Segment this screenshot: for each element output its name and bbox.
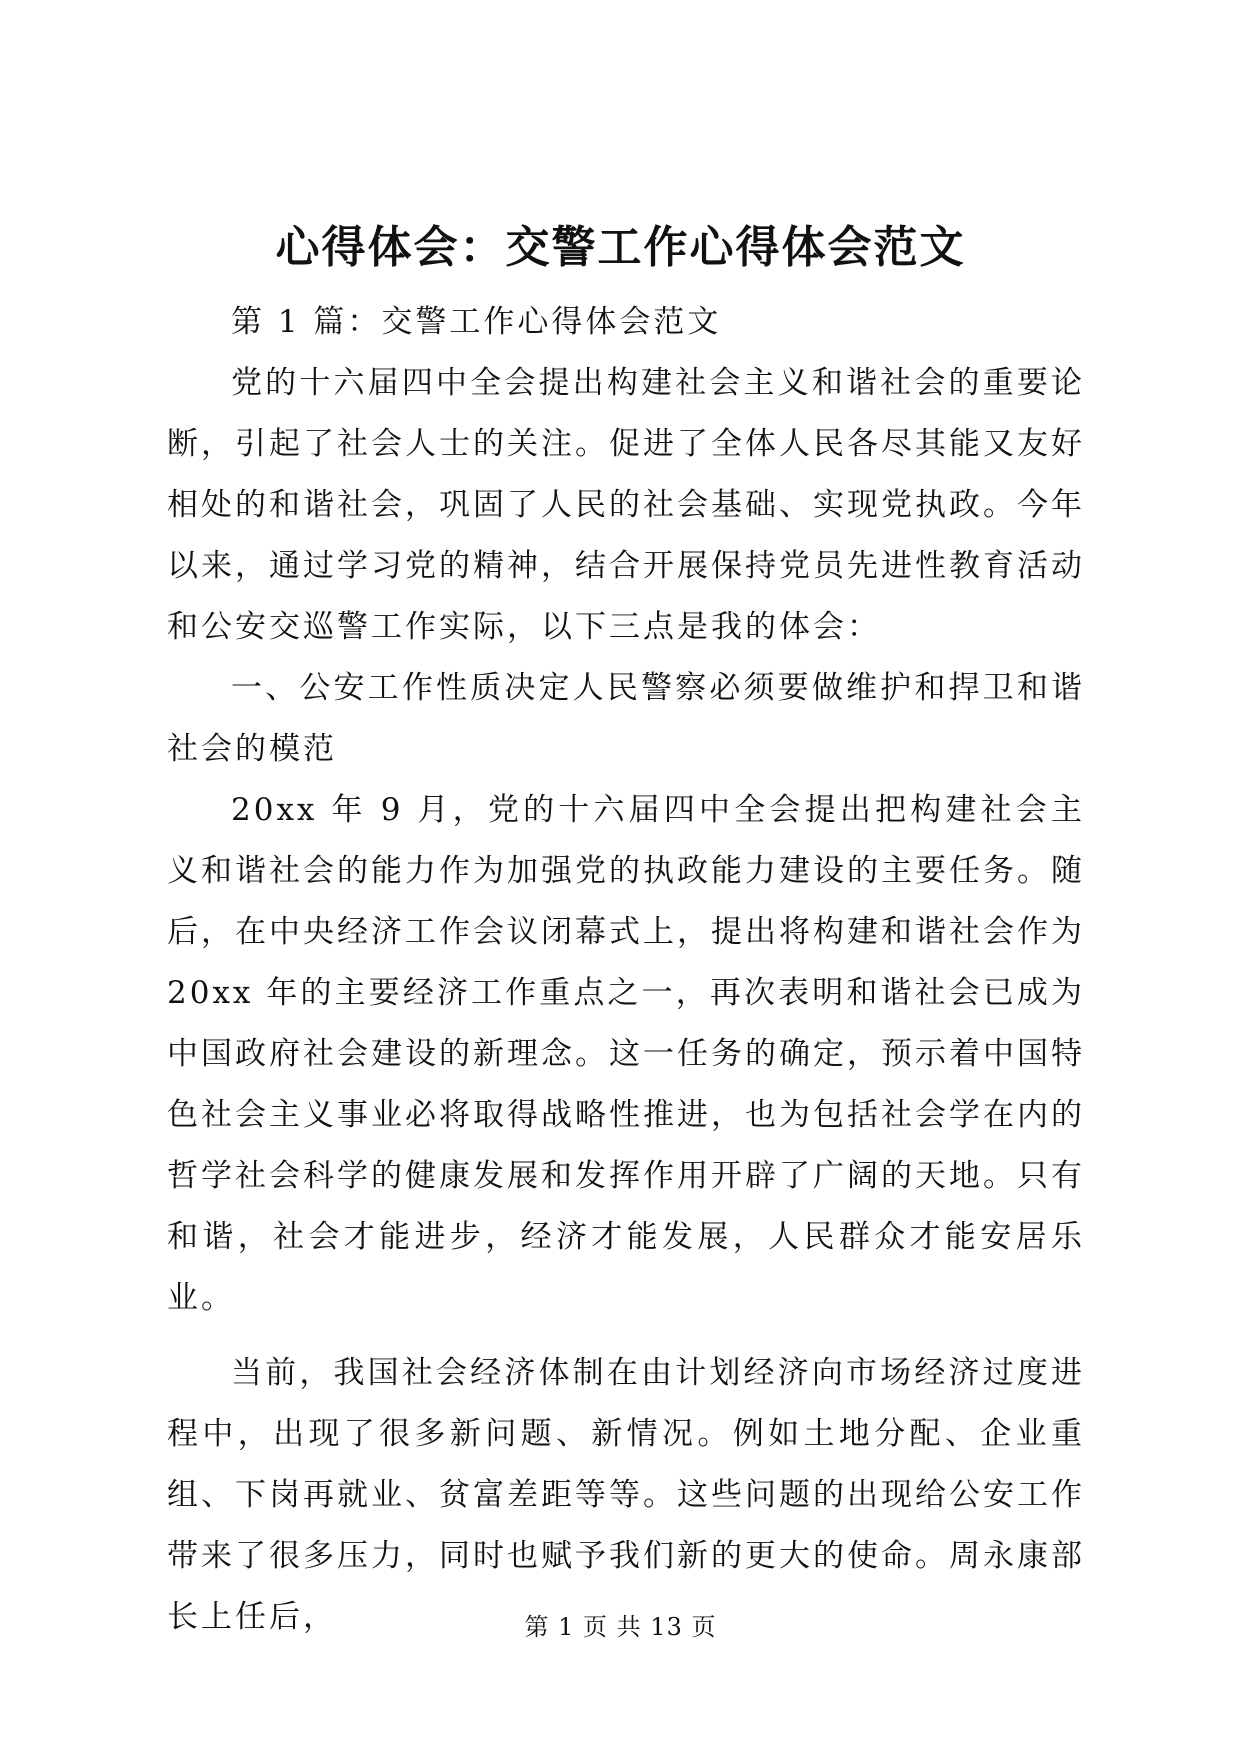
document-body bbox=[167, 292, 1085, 1648]
document-title: 心得体会：交警工作心得体会范文 bbox=[275, 222, 966, 273]
section-heading-1: 一、公安工作性质决定人民警察必须要做维护和捍卫和谐社会的模范 bbox=[167, 670, 1085, 767]
paragraph-current-situation: 当前，我国社会经济体制在由计划经济向市场经济过度进程中，出现了很多新问题、新情况。例如土地分配、企业重组、下岗再就业、贫富差距等等。这些问题的出现给公安工作带来了很多压力，同时也赋予我们新的更大的使命。周永康部长上任后， bbox=[167, 1355, 1085, 1635]
paragraph-intro: 党的十六届四中全会提出构建社会主义和谐社会的重要论断，引起了社会人士的关注。促进了全体人民各尽其能又友好相处的和谐社会，巩固了人民的社会基础、实现党执政。今年以来，通过学习党的精神，结合开展保持党员先进性教育活动和公安交巡警工作实际，以下三点是我的体会： bbox=[167, 365, 1085, 645]
paragraph-background: 20xx 年 9 月，党的十六届四中全会提出把构建社会主义和谐社会的能力作为加强党的执政能力建设的主要任务。随后，在中央经济工作会议闭幕式上，提出将构建和谐社会作为 20xx 年的主要经济工作重点之一，再次表明和谐社会已成为中国政府社会建设的新理念。这一任务的确定，预示着中国特色社会主义事业必将取得战略性推进，也为包括社会学在内的哲学社会科学的健康发展和发挥作用开辟了广阔的天地。只有和谐，社会才能进步，经济才能发展，人民群众才能安居乐业。 bbox=[167, 792, 1085, 1316]
page-footer: 第 1 页 共 13 页 bbox=[524, 1613, 717, 1641]
chapter-heading: 第 1 篇：交警工作心得体会范文 bbox=[231, 304, 722, 340]
